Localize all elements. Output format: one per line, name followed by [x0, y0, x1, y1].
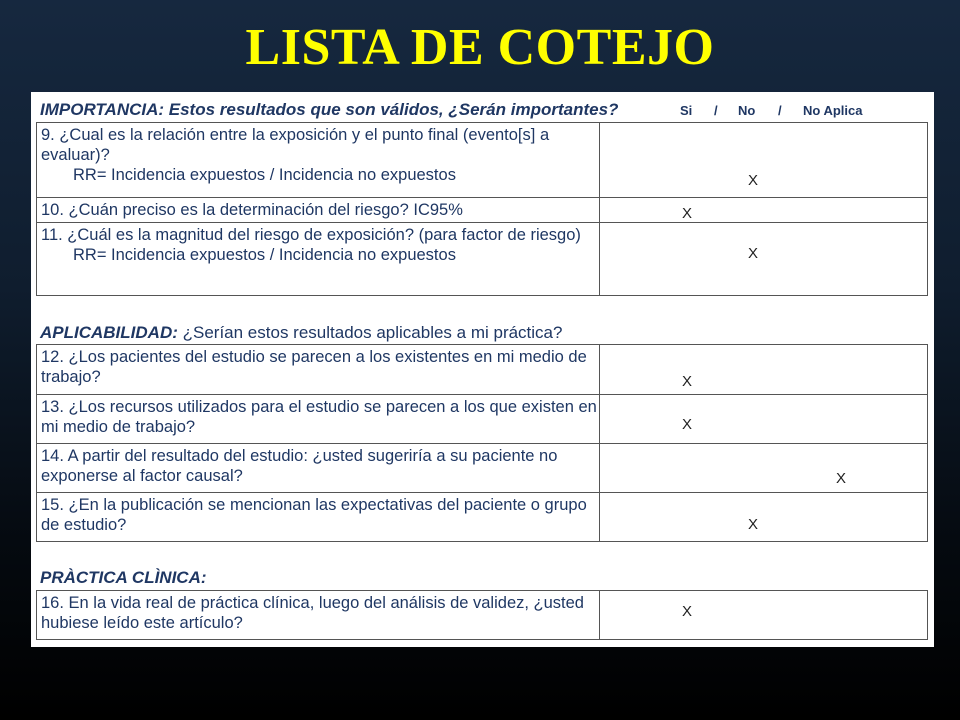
question-text-11	[37, 223, 600, 295]
answer-mark-15: X	[748, 516, 759, 533]
answer-mark-9: X	[748, 172, 759, 189]
question-text-13	[37, 395, 600, 443]
section-aplicabilidad-lead: APLICABILIDAD:	[40, 323, 178, 342]
column-separator: /	[778, 103, 782, 118]
question-row-16	[36, 590, 928, 640]
column-si: Si	[680, 103, 693, 118]
question-row-9	[36, 122, 928, 198]
section-practica-heading	[40, 568, 207, 588]
question-text-12	[37, 345, 600, 394]
question-row-14	[36, 443, 928, 493]
section-aplicabilidad-question: ¿Serían estos resultados aplicables a mi práctica?	[177, 323, 563, 342]
question-10-text: 10. ¿Cuán preciso es la determinación del riesgo? IC95%	[41, 201, 463, 219]
question-text-15	[37, 493, 600, 541]
answer-mark-12: X	[682, 373, 693, 390]
question-15-text: 15. ¿En la publicación se mencionan las expectativas del paciente o grupo de estudio?	[41, 496, 587, 534]
question-row-15	[36, 492, 928, 542]
question-text-16	[37, 591, 600, 639]
question-row-11	[36, 222, 928, 296]
question-text-9	[37, 123, 600, 197]
question-row-10	[36, 197, 928, 223]
question-9-text: 9. ¿Cual es la relación entre la exposición y el punto final (evento[s] a evaluar)?	[41, 126, 550, 164]
question-row-13	[36, 394, 928, 444]
question-11-text: 11. ¿Cuál es la magnitud del riesgo de exposición? (para factor de riesgo)	[41, 226, 581, 244]
section-importancia-lead: IMPORTANCIA: Estos resultados que son válidos, ¿Serán importantes?	[40, 100, 619, 119]
section-aplicabilidad-heading	[40, 323, 562, 343]
question-13-text: 13. ¿Los recursos utilizados para el estudio se parecen a los que existen en mi medio de trabajo?	[41, 398, 597, 436]
answer-mark-10: X	[682, 205, 693, 222]
question-16-text: 16. En la vida real de práctica clínica, luego del análisis de validez, ¿usted hubiese leído este artículo?	[41, 594, 584, 632]
column-separator: /	[714, 103, 718, 118]
question-text-10	[37, 198, 600, 222]
question-14-text: 14. A partir del resultado del estudio: ¿usted sugeriría a su paciente no exponerse al factor causal?	[41, 447, 558, 485]
answer-mark-11: X	[748, 245, 759, 262]
page-title: LISTA DE COTEJO	[245, 19, 715, 76]
column-no: No	[738, 103, 756, 118]
question-11-rr: RR= Incidencia expuestos / Incidencia no expuestos	[73, 246, 456, 264]
answer-mark-14: X	[836, 470, 847, 487]
question-12-text: 12. ¿Los pacientes del estudio se parecen a los existentes en mi medio de trabajo?	[41, 348, 587, 386]
section-importancia-heading	[40, 100, 618, 120]
answer-mark-16: X	[682, 603, 693, 620]
question-text-14	[37, 444, 600, 492]
question-9-rr: RR= Incidencia expuestos / Incidencia no expuestos	[73, 166, 456, 184]
question-row-12	[36, 344, 928, 395]
checklist-sheet	[31, 92, 934, 647]
column-no-aplica: No Aplica	[803, 103, 863, 118]
section-practica-lead: PRÀCTICA CLÌNICA:	[40, 568, 207, 587]
answer-mark-13: X	[682, 416, 693, 433]
